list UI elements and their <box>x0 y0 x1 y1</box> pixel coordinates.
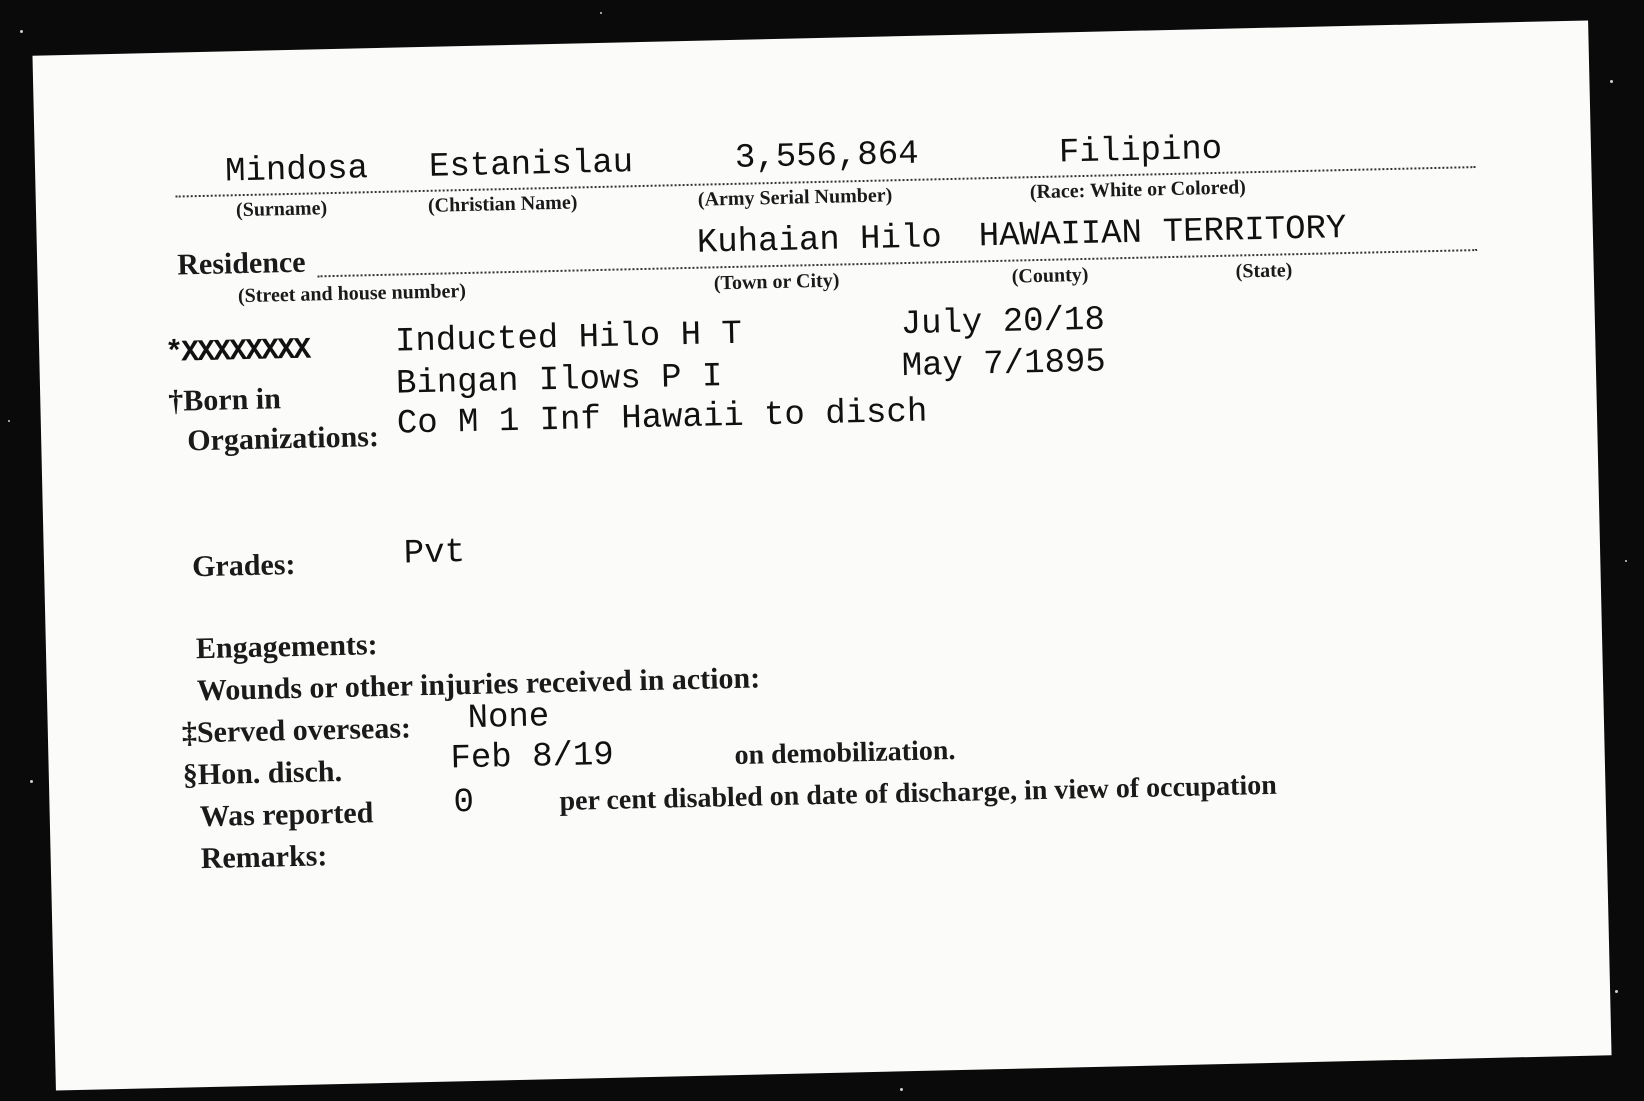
surname-caption: (Surname) <box>235 197 328 222</box>
film-speck <box>900 1088 903 1091</box>
serial-number-caption: (Army Serial Number) <box>697 184 893 211</box>
organizations-label: Organizations: <box>186 420 380 458</box>
christian-name-caption: (Christian Name) <box>427 191 578 217</box>
engagements-label: Engagements: <box>195 628 378 666</box>
enlisted-label-struck: *XXXXXXXX <box>164 333 310 371</box>
grades-value: Pvt <box>403 534 466 574</box>
hon-disch-date: Feb 8/19 <box>450 736 615 779</box>
remarks-label: Remarks: <box>200 839 328 876</box>
christian-name-value: Estanislau <box>428 144 634 187</box>
organizations-value: Co M 1 Inf Hawaii to disch <box>396 393 928 444</box>
reported-value: 0 <box>453 783 475 823</box>
state-caption: (State) <box>1235 259 1293 283</box>
hon-disch-suffix: on demobilization. <box>734 735 956 772</box>
film-speck <box>8 420 10 422</box>
film-speck <box>1615 990 1618 993</box>
county-value: HAWAIIAN <box>978 214 1143 257</box>
town-value: Kuhaian Hilo <box>696 219 943 263</box>
surname-value: Mindosa <box>224 150 369 192</box>
film-speck <box>1625 560 1627 562</box>
born-date: May 7/1895 <box>901 343 1107 387</box>
grades-label: Grades: <box>191 547 296 584</box>
reported-suffix: per cent disabled on date of discharge, in view of occupation <box>559 769 1278 818</box>
film-speck <box>20 30 23 33</box>
hon-disch-label: §Hon. disch. <box>182 754 343 792</box>
wounds-label: Wounds or other injuries received in action: <box>196 661 761 708</box>
race-caption: (Race: White or Colored) <box>1029 176 1247 204</box>
born-value: Bingan Ilows P I <box>395 358 723 404</box>
film-speck <box>30 780 33 783</box>
reported-label: Was reported <box>199 796 374 834</box>
residence-label: Residence <box>176 245 306 282</box>
inducted-date: July 20/18 <box>900 301 1106 345</box>
film-speck <box>600 12 602 14</box>
state-value: TERRITORY <box>1162 210 1347 253</box>
serial-number-value: 3,556,864 <box>734 135 920 178</box>
film-speck <box>1610 80 1613 83</box>
race-value: Filipino <box>1058 130 1223 173</box>
street-caption: (Street and house number) <box>237 280 467 308</box>
town-caption: (Town or City) <box>713 269 840 295</box>
served-overseas-value: None <box>467 698 550 739</box>
county-caption: (County) <box>1011 263 1089 288</box>
served-overseas-label: ‡Served overseas: <box>181 711 412 750</box>
service-record-card <box>32 20 1611 1090</box>
born-label: †Born in <box>167 382 282 418</box>
inducted-value: Inducted Hilo H T <box>394 315 743 362</box>
